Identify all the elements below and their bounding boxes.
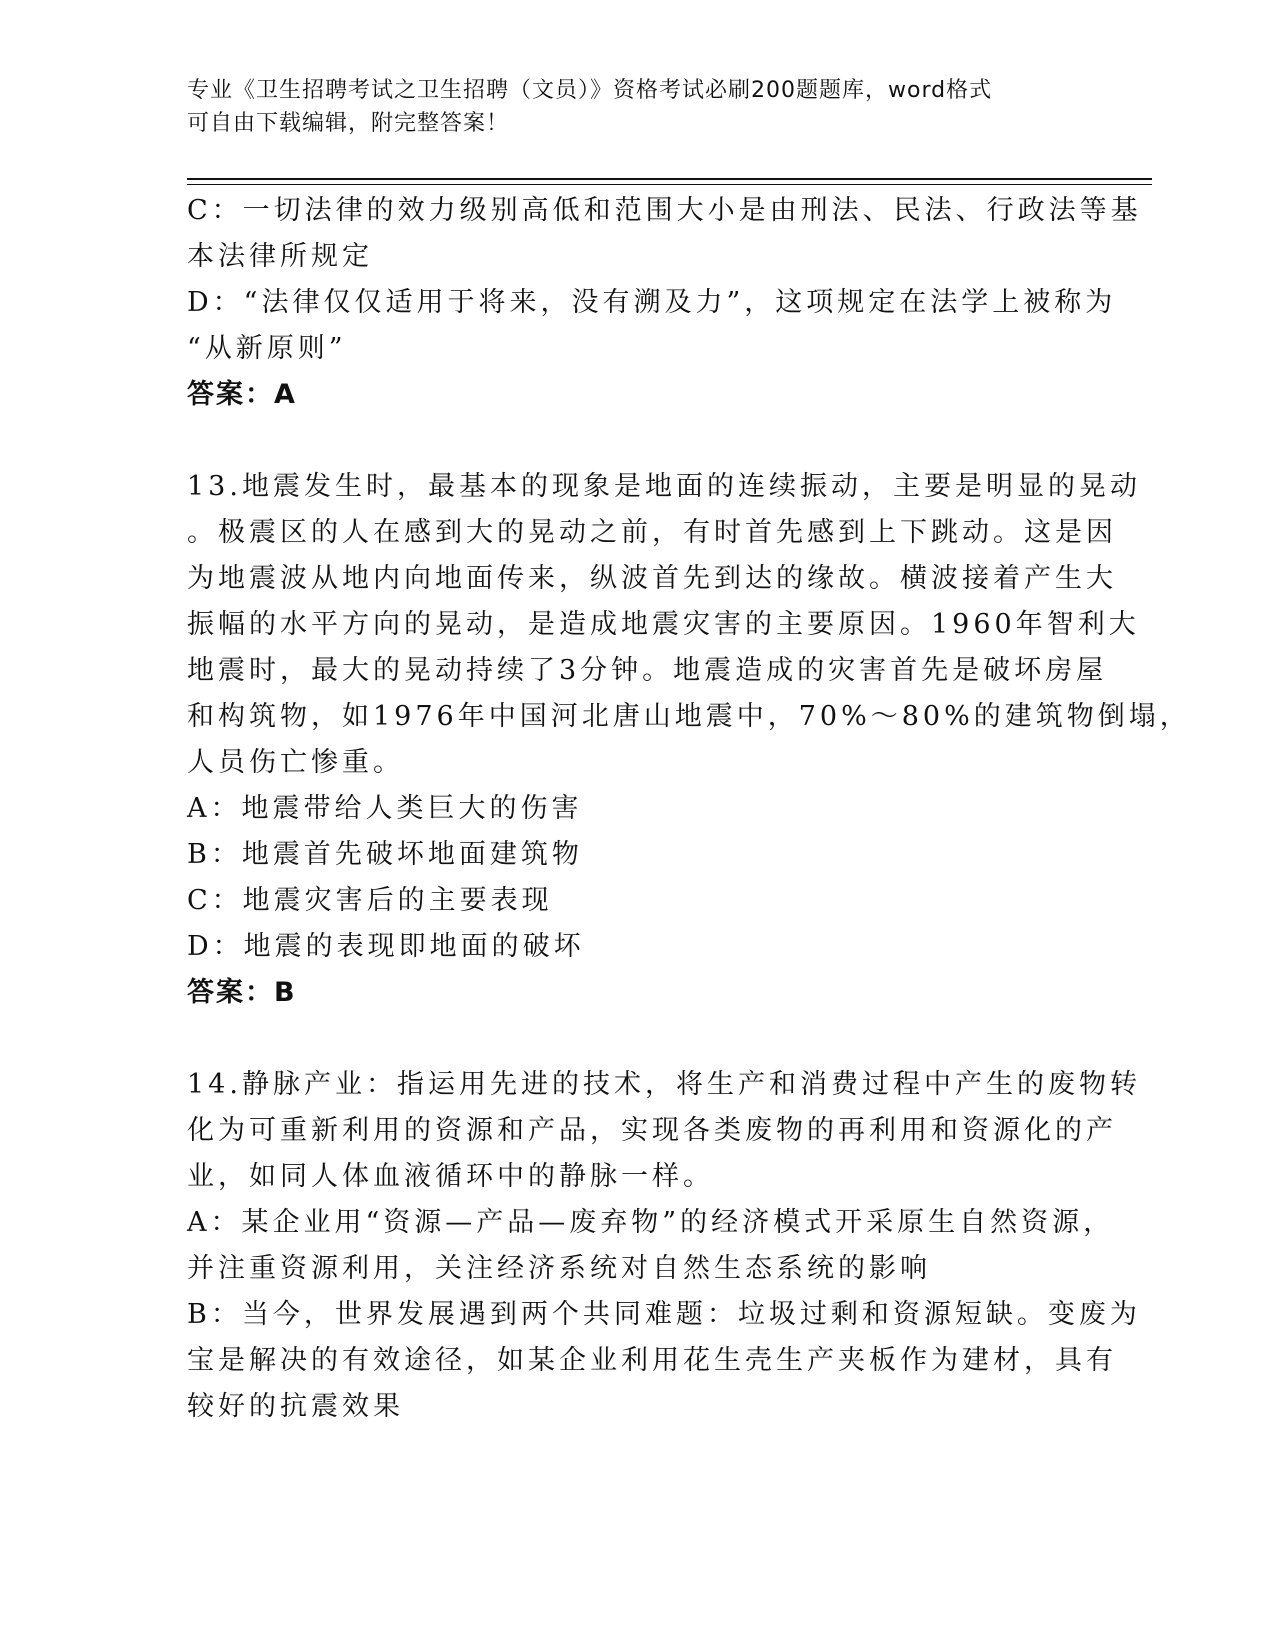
question-stem-line: 为地震波从地内向地面传来，纵波首先到达的缘故。横波接着产生大 — [187, 563, 1117, 594]
question-14 — [187, 1062, 1141, 1430]
question-12-tail — [187, 188, 1142, 418]
option-b-line: B：地震首先破坏地面建筑物 — [187, 839, 583, 870]
option-a-line: A：某企业用“资源—产品—废弃物”的经济模式开采原生自然资源， — [187, 1207, 1115, 1238]
question-stem-line: 地震时，最大的晃动持续了3分钟。地震造成的灾害首先是破坏房屋 — [187, 655, 1108, 686]
option-c-line: C：一切法律的效力级别高低和范围大小是由刑法、民法、行政法等基 — [187, 195, 1142, 226]
header-title-line-1: 专业《卫生招聘考试之卫生招聘（文员）》资格考试必刷200题题库，word格式 — [187, 78, 993, 103]
question-stem-line: 人员伤亡惨重。 — [187, 747, 404, 778]
header-divider-thick — [187, 178, 1152, 180]
question-stem-line: 和构筑物，如1976年中国河北唐山地震中，70%～80%的建筑物倒塌， — [187, 701, 1191, 732]
option-b-line: B：当今，世界发展遇到两个共同难题：垃圾过剩和资源短缺。变废为 — [187, 1299, 1141, 1330]
page-header — [187, 74, 1067, 140]
question-stem-line: 13.地震发生时，最基本的现象是地面的连续振动，主要是明显的晃动 — [187, 471, 1141, 502]
question-content — [187, 188, 1191, 1430]
option-b-line: 较好的抗震效果 — [187, 1391, 404, 1422]
question-stem-line: 化为可重新利用的资源和产品，实现各类废物的再利用和资源化的产 — [187, 1115, 1117, 1146]
answer-line: 答案：A — [187, 379, 297, 410]
option-a-line: A：地震带给人类巨大的伤害 — [187, 793, 583, 824]
option-a-line: 并注重资源利用，关注经济系统对自然生态系统的影响 — [187, 1253, 931, 1284]
option-c-line: 本法律所规定 — [187, 241, 373, 272]
question-stem-line: 。极震区的人在感到大的晃动之前，有时首先感到上下跳动。这是因 — [187, 517, 1117, 548]
header-divider-thin — [187, 184, 1152, 185]
question-stem-line: 振幅的水平方向的晃动，是造成地震灾害的主要原因。1960年智利大 — [187, 609, 1140, 640]
question-stem-line: 业，如同人体血液循环中的静脉一样。 — [187, 1161, 714, 1192]
spacer — [187, 418, 1087, 464]
option-d-line: D：“法律仅仅适用于将来，没有溯及力”，这项规定在法学上被称为 — [187, 287, 1117, 318]
answer-line: 答案：B — [187, 977, 297, 1008]
header-title-line-2: 可自由下载编辑，附完整答案！ — [187, 111, 510, 136]
option-d-line: D：地震的表现即地面的破坏 — [187, 931, 585, 962]
option-b-line: 宝是解决的有效途径，如某企业利用花生壳生产夹板作为建材，具有 — [187, 1345, 1117, 1376]
question-stem-line: 14.静脉产业：指运用先进的技术，将生产和消费过程中产生的废物转 — [187, 1069, 1141, 1100]
option-d-line: “从新原则” — [187, 333, 347, 364]
question-13 — [187, 464, 1191, 1016]
spacer — [187, 1016, 1087, 1062]
option-c-line: C：地震灾害后的主要表现 — [187, 885, 553, 916]
